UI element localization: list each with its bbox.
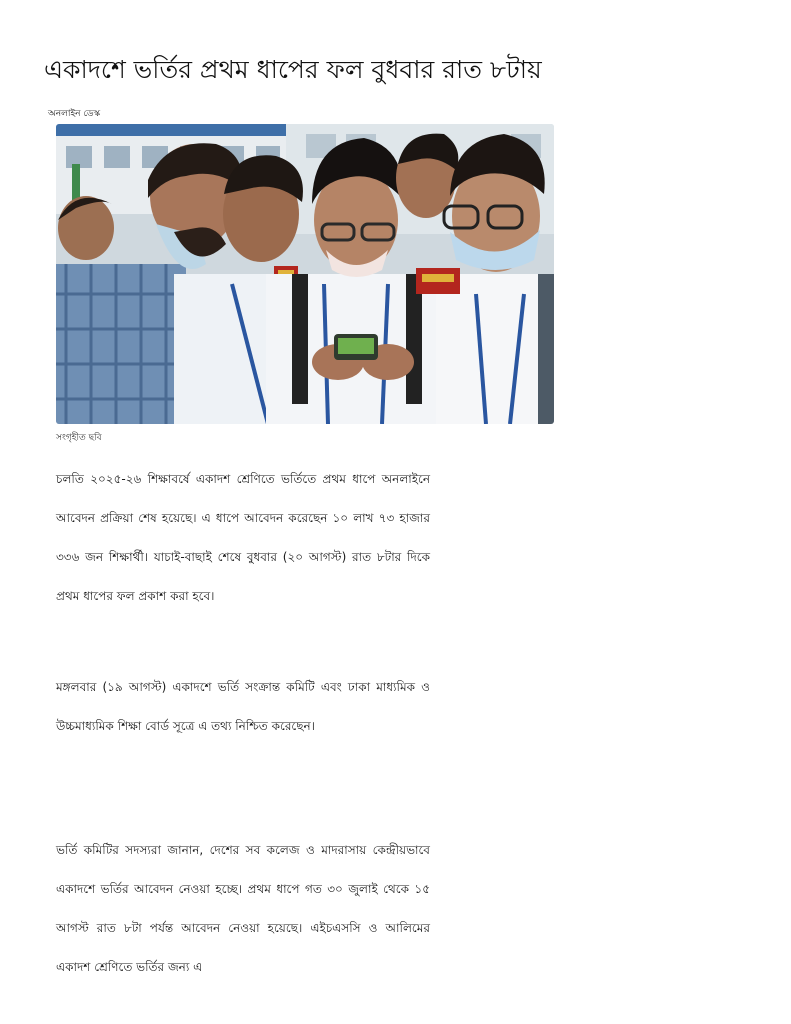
students-photo-illustration	[56, 124, 554, 424]
article-byline: অনলাইন ডেস্ক	[48, 109, 101, 119]
article-headline: একাদশে ভর্তির প্রথম ধাপের ফল বুধবার রাত ৮টায়	[44, 55, 542, 84]
article-paragraph-1: চলতি ২০২৫-২৬ শিক্ষাবর্ষে একাদশ শ্রেণিতে ভর্তিতে প্রথম ধাপে অনলাইনে আবেদন প্রক্রিয়া শেষ হয়েছে। এ ধাপে আবেদন করেছেন ১০ লাখ ৭৩ হাজার ৩৩৬ জন শিক্ষার্থী। যাচাই-বাছাই শেষে বুধবার (২০ আগস্ট) রাত ৮টার দিকে প্রথম ধাপের ফল প্রকাশ করা হবে।	[56, 472, 430, 603]
photo-caption: সংগৃহীত ছবি	[56, 433, 102, 443]
article-paragraph-2: মঙ্গলবার (১৯ আগস্ট) একাদশে ভর্তি সংক্রান্ত কমিটি এবং ঢাকা মাধ্যমিক ও উচ্চমাধ্যমিক শিক্ষা বোর্ড সূত্রে এ তথ্য নিশ্চিত করেছেন।	[56, 680, 430, 733]
article-paragraph-3: ভর্তি কমিটির সদস্যরা জানান, দেশের সব কলেজ ও মাদরাসায় কেন্দ্রীয়ভাবে একাদশে ভর্তির আবেদন নেওয়া হচ্ছে। প্রথম ধাপে গত ৩০ জুলাই থেকে ১৫ আগস্ট রাত ৮টা পর্যন্ত আবেদন নেওয়া হয়েছে। এইচএসসি ও আলিমের একাদশ শ্রেণিতে ভর্তির জন্য এ	[56, 843, 430, 974]
article-photo	[56, 124, 554, 424]
